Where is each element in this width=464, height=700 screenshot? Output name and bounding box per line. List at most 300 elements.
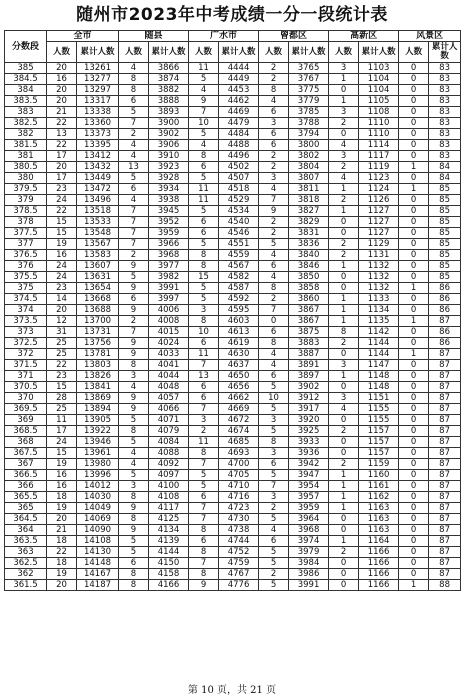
cumulative-cell: 4587 xyxy=(219,283,259,294)
count-subheader: 人数 xyxy=(399,42,429,63)
cumulative-cell: 1110 xyxy=(359,118,399,129)
count-cell: 3 xyxy=(189,305,219,316)
region-header: 高新区 xyxy=(329,31,399,42)
cumulative-cell: 85 xyxy=(429,272,461,283)
count-cell: 1 xyxy=(329,206,359,217)
count-cell: 3 xyxy=(329,151,359,162)
count-cell: 9 xyxy=(189,580,219,591)
cumulative-cell: 87 xyxy=(429,470,461,481)
count-cell: 5 xyxy=(189,206,219,217)
cumulative-cell: 87 xyxy=(429,448,461,459)
count-cell: 6 xyxy=(189,382,219,393)
cumulative-cell: 1166 xyxy=(359,547,399,558)
count-cell: 8 xyxy=(189,250,219,261)
count-cell: 6 xyxy=(189,338,219,349)
table-row xyxy=(5,382,461,393)
table-row xyxy=(5,239,461,250)
table-row xyxy=(5,96,461,107)
cumulative-cell: 1155 xyxy=(359,415,399,426)
score-cell: 378 xyxy=(5,217,47,228)
table-row xyxy=(5,283,461,294)
count-cell: 15 xyxy=(47,382,77,393)
count-cell: 10 xyxy=(189,327,219,338)
cumulative-cell: 13518 xyxy=(77,206,119,217)
count-cell: 11 xyxy=(189,63,219,74)
count-cell: 0 xyxy=(399,338,429,349)
score-cell: 362.5 xyxy=(5,558,47,569)
cumulative-cell: 13277 xyxy=(77,74,119,85)
cumulative-cell: 13841 xyxy=(77,382,119,393)
cumulative-cell: 13583 xyxy=(77,250,119,261)
count-cell: 9 xyxy=(119,503,149,514)
cumulative-cell: 4134 xyxy=(149,525,189,536)
count-cell: 0 xyxy=(399,525,429,536)
count-cell: 0 xyxy=(329,437,359,448)
count-cell: 7 xyxy=(189,503,219,514)
count-cell: 0 xyxy=(399,536,429,547)
cumulative-cell: 13869 xyxy=(77,393,119,404)
count-cell: 5 xyxy=(189,283,219,294)
count-cell: 2 xyxy=(329,118,359,129)
cumulative-cell: 4100 xyxy=(149,481,189,492)
cumulative-cell: 1127 xyxy=(359,228,399,239)
count-cell: 17 xyxy=(47,426,77,437)
count-cell: 0 xyxy=(399,448,429,459)
count-cell: 19 xyxy=(47,459,77,470)
count-cell: 8 xyxy=(189,448,219,459)
count-cell: 2 xyxy=(259,294,289,305)
count-cell: 3 xyxy=(119,481,149,492)
score-cell: 369 xyxy=(5,415,47,426)
count-cell: 22 xyxy=(47,547,77,558)
cumulative-cell: 3882 xyxy=(149,85,189,96)
score-cell: 366 xyxy=(5,481,47,492)
cumulative-cell: 4730 xyxy=(219,514,259,525)
table-row xyxy=(5,349,461,360)
cumulative-cell: 13668 xyxy=(77,294,119,305)
count-cell: 22 xyxy=(47,206,77,217)
cumulative-cell: 3945 xyxy=(149,206,189,217)
cumulative-cell: 3936 xyxy=(289,448,329,459)
score-cell: 374.5 xyxy=(5,294,47,305)
cumulative-cell: 14090 xyxy=(77,525,119,536)
count-subheader: 人数 xyxy=(259,42,289,63)
table-row xyxy=(5,162,461,173)
cumulative-cell: 86 xyxy=(429,338,461,349)
table-row xyxy=(5,261,461,272)
cumulative-cell: 3875 xyxy=(289,327,329,338)
count-cell: 4 xyxy=(119,151,149,162)
cumulative-cell: 83 xyxy=(429,85,461,96)
cumulative-cell: 13317 xyxy=(77,96,119,107)
count-cell: 4 xyxy=(119,195,149,206)
cumulative-cell: 13297 xyxy=(77,85,119,96)
cumulative-cell: 1119 xyxy=(359,162,399,173)
table-row xyxy=(5,129,461,140)
cumulative-cell: 4559 xyxy=(219,250,259,261)
count-cell: 24 xyxy=(47,272,77,283)
score-cell: 370 xyxy=(5,393,47,404)
score-cell: 364 xyxy=(5,525,47,536)
cumulative-cell: 87 xyxy=(429,536,461,547)
score-cell: 372.5 xyxy=(5,338,47,349)
count-cell: 15 xyxy=(189,272,219,283)
cumulative-cell: 4496 xyxy=(219,151,259,162)
count-cell: 3 xyxy=(119,371,149,382)
cumulative-cell: 4630 xyxy=(219,349,259,360)
cumulative-cell: 4024 xyxy=(149,338,189,349)
cumulative-cell: 1157 xyxy=(359,448,399,459)
cumulative-cell: 1103 xyxy=(359,63,399,74)
table-row xyxy=(5,580,461,591)
count-cell: 5 xyxy=(259,514,289,525)
cumulative-cell: 87 xyxy=(429,569,461,580)
score-cell: 372 xyxy=(5,349,47,360)
region-header: 曾都区 xyxy=(259,31,329,42)
cumulative-cell: 3850 xyxy=(289,272,329,283)
cumulative-cell: 4669 xyxy=(219,404,259,415)
count-cell: 0 xyxy=(329,129,359,140)
cumulative-cell: 87 xyxy=(429,492,461,503)
count-cell: 0 xyxy=(399,85,429,96)
cumulative-cell: 87 xyxy=(429,558,461,569)
count-cell: 6 xyxy=(189,217,219,228)
cumulative-cell: 4674 xyxy=(219,426,259,437)
cumulative-cell: 13412 xyxy=(77,151,119,162)
cumulative-cell: 13548 xyxy=(77,228,119,239)
table-row xyxy=(5,184,461,195)
cumulative-cell: 13261 xyxy=(77,63,119,74)
cumulative-cell: 3874 xyxy=(149,74,189,85)
count-cell: 24 xyxy=(47,437,77,448)
count-cell: 8 xyxy=(259,437,289,448)
score-cell: 363.5 xyxy=(5,536,47,547)
cumulative-cell: 4613 xyxy=(219,327,259,338)
count-cell: 0 xyxy=(329,283,359,294)
cumulative-cell: 1148 xyxy=(359,382,399,393)
count-cell: 4 xyxy=(259,96,289,107)
count-cell: 0 xyxy=(329,217,359,228)
count-cell: 11 xyxy=(189,195,219,206)
cumulative-cell: 3829 xyxy=(289,217,329,228)
table-row xyxy=(5,74,461,85)
cumulative-cell: 85 xyxy=(429,250,461,261)
cumulative-cell: 4534 xyxy=(219,206,259,217)
count-cell: 0 xyxy=(399,74,429,85)
cumulative-cell: 4108 xyxy=(149,492,189,503)
table-row xyxy=(5,415,461,426)
cumulative-cell: 87 xyxy=(429,459,461,470)
cumulative-cell: 3957 xyxy=(289,492,329,503)
count-cell: 0 xyxy=(329,525,359,536)
score-cell: 380.5 xyxy=(5,162,47,173)
count-cell: 19 xyxy=(47,503,77,514)
count-cell: 3 xyxy=(329,107,359,118)
cumulative-cell: 3887 xyxy=(289,349,329,360)
cumulative-cell: 4125 xyxy=(149,514,189,525)
count-cell: 0 xyxy=(399,415,429,426)
table-row xyxy=(5,316,461,327)
score-cell: 361.5 xyxy=(5,580,47,591)
cumulative-cell: 1144 xyxy=(359,349,399,360)
count-cell: 0 xyxy=(329,580,359,591)
cumulative-cell: 3897 xyxy=(289,371,329,382)
count-cell: 8 xyxy=(259,283,289,294)
score-cell: 365.5 xyxy=(5,492,47,503)
cumulative-cell: 1132 xyxy=(359,261,399,272)
count-cell: 5 xyxy=(119,272,149,283)
count-cell: 0 xyxy=(399,63,429,74)
cumulative-cell: 1159 xyxy=(359,459,399,470)
score-cell: 381.5 xyxy=(5,140,47,151)
region-header: 随县 xyxy=(119,31,189,42)
count-cell: 7 xyxy=(119,206,149,217)
count-cell: 5 xyxy=(259,470,289,481)
cumulative-cell: 1104 xyxy=(359,85,399,96)
count-cell: 3 xyxy=(259,415,289,426)
count-cell: 7 xyxy=(119,217,149,228)
cumulative-cell: 87 xyxy=(429,503,461,514)
table-row xyxy=(5,305,461,316)
cumulative-cell: 4088 xyxy=(149,448,189,459)
region-header: 广水市 xyxy=(189,31,259,42)
count-cell: 5 xyxy=(259,558,289,569)
score-cell: 365 xyxy=(5,503,47,514)
cumulative-cell: 1160 xyxy=(359,470,399,481)
count-cell: 0 xyxy=(399,547,429,558)
cumulative-cell: 4529 xyxy=(219,195,259,206)
count-cell: 1 xyxy=(329,96,359,107)
cumulative-cell: 4453 xyxy=(219,85,259,96)
table-row xyxy=(5,459,461,470)
count-cell: 0 xyxy=(399,481,429,492)
count-cell: 12 xyxy=(47,316,77,327)
cumulative-cell: 4079 xyxy=(149,426,189,437)
cumulative-cell: 13338 xyxy=(77,107,119,118)
cumulative-cell: 87 xyxy=(429,525,461,536)
count-cell: 3 xyxy=(329,360,359,371)
cumulative-cell: 13432 xyxy=(77,162,119,173)
cumulative-cell: 83 xyxy=(429,129,461,140)
table-row xyxy=(5,569,461,580)
count-cell: 0 xyxy=(399,107,429,118)
cumulative-cell: 3836 xyxy=(289,239,329,250)
score-cell: 362 xyxy=(5,569,47,580)
score-cell: 367.5 xyxy=(5,448,47,459)
count-cell: 16 xyxy=(47,74,77,85)
count-cell: 4 xyxy=(329,140,359,151)
cumulative-cell: 4484 xyxy=(219,129,259,140)
count-cell: 1 xyxy=(329,261,359,272)
cumulative-cell: 85 xyxy=(429,217,461,228)
cumulative-cell: 13496 xyxy=(77,195,119,206)
cumulative-cell: 1105 xyxy=(359,96,399,107)
cumulative-cell: 3867 xyxy=(289,316,329,327)
cumulative-cell: 4044 xyxy=(149,371,189,382)
cumulative-cell: 3964 xyxy=(289,514,329,525)
cumulative-cell: 4738 xyxy=(219,525,259,536)
count-cell: 9 xyxy=(119,525,149,536)
count-cell: 8 xyxy=(189,569,219,580)
cumulative-cell: 3977 xyxy=(149,261,189,272)
table-row xyxy=(5,536,461,547)
cumulative-cell: 87 xyxy=(429,393,461,404)
count-cell: 3 xyxy=(259,118,289,129)
count-cell: 7 xyxy=(119,118,149,129)
cumulative-cell: 14130 xyxy=(77,547,119,558)
cumulative-cell: 13607 xyxy=(77,261,119,272)
cumulative-cell: 4723 xyxy=(219,503,259,514)
count-cell: 15 xyxy=(47,228,77,239)
cumulative-cell: 4008 xyxy=(149,316,189,327)
count-cell: 22 xyxy=(47,118,77,129)
score-cell: 377 xyxy=(5,239,47,250)
score-cell: 378.5 xyxy=(5,206,47,217)
table-row xyxy=(5,404,461,415)
score-cell: 368.5 xyxy=(5,426,47,437)
count-cell: 8 xyxy=(259,338,289,349)
count-cell: 0 xyxy=(329,382,359,393)
cumulative-cell: 3765 xyxy=(289,63,329,74)
count-cell: 8 xyxy=(119,492,149,503)
cumulative-cell: 1161 xyxy=(359,481,399,492)
count-cell: 0 xyxy=(399,393,429,404)
count-cell: 4 xyxy=(119,459,149,470)
count-cell: 6 xyxy=(119,184,149,195)
count-cell: 7 xyxy=(189,459,219,470)
count-cell: 20 xyxy=(47,85,77,96)
count-cell: 0 xyxy=(399,327,429,338)
count-cell: 10 xyxy=(189,118,219,129)
cumulative-cell: 87 xyxy=(429,404,461,415)
cumulative-cell: 1157 xyxy=(359,437,399,448)
count-cell: 8 xyxy=(119,74,149,85)
cumulative-cell: 14167 xyxy=(77,569,119,580)
count-cell: 11 xyxy=(189,349,219,360)
cumulative-cell: 4710 xyxy=(219,481,259,492)
count-cell: 7 xyxy=(259,481,289,492)
count-cell: 8 xyxy=(189,316,219,327)
count-cell: 1 xyxy=(399,580,429,591)
count-cell: 21 xyxy=(47,525,77,536)
count-cell: 1 xyxy=(329,492,359,503)
score-cell: 379.5 xyxy=(5,184,47,195)
count-cell: 0 xyxy=(329,85,359,96)
cumulative-cell: 1114 xyxy=(359,140,399,151)
cumulative-cell: 3928 xyxy=(149,173,189,184)
count-cell: 6 xyxy=(189,228,219,239)
cumulative-cell: 1133 xyxy=(359,294,399,305)
cumulative-cell: 3807 xyxy=(289,173,329,184)
cumulative-cell: 13395 xyxy=(77,140,119,151)
count-cell: 2 xyxy=(329,239,359,250)
count-cell: 2 xyxy=(119,316,149,327)
cumulative-cell: 3968 xyxy=(289,525,329,536)
cumulative-cell: 4656 xyxy=(219,382,259,393)
cumulative-cell: 87 xyxy=(429,426,461,437)
count-cell: 5 xyxy=(189,481,219,492)
count-cell: 5 xyxy=(259,580,289,591)
cumulative-cell: 4048 xyxy=(149,382,189,393)
cumulative-cell: 1129 xyxy=(359,239,399,250)
count-cell: 5 xyxy=(119,437,149,448)
cumulative-cell: 1163 xyxy=(359,525,399,536)
cumulative-cell: 3846 xyxy=(289,261,329,272)
count-cell: 6 xyxy=(259,140,289,151)
cumulative-cell: 13533 xyxy=(77,217,119,228)
cumulative-cell: 4507 xyxy=(219,173,259,184)
table-row xyxy=(5,85,461,96)
cumulative-cell: 1123 xyxy=(359,173,399,184)
cumulative-cell: 3867 xyxy=(289,305,329,316)
cumulative-cell: 85 xyxy=(429,261,461,272)
count-cell: 20 xyxy=(47,96,77,107)
count-cell: 1 xyxy=(329,184,359,195)
count-cell: 0 xyxy=(259,316,289,327)
count-cell: 0 xyxy=(399,459,429,470)
cumulative-cell: 4462 xyxy=(219,96,259,107)
table-row xyxy=(5,151,461,162)
table-row xyxy=(5,492,461,503)
count-cell: 1 xyxy=(399,184,429,195)
count-cell: 0 xyxy=(399,305,429,316)
count-cell: 4 xyxy=(259,360,289,371)
count-cell: 7 xyxy=(119,239,149,250)
count-cell: 8 xyxy=(189,547,219,558)
cumulative-cell: 4767 xyxy=(219,569,259,580)
table-row xyxy=(5,503,461,514)
count-cell: 0 xyxy=(329,272,359,283)
count-cell: 0 xyxy=(399,503,429,514)
score-cell: 377.5 xyxy=(5,228,47,239)
count-cell: 6 xyxy=(259,261,289,272)
count-cell: 1 xyxy=(329,470,359,481)
table-row xyxy=(5,338,461,349)
cumulative-cell: 3920 xyxy=(289,415,329,426)
cumulative-cell: 85 xyxy=(429,206,461,217)
cumulative-cell: 3779 xyxy=(289,96,329,107)
cumulative-cell: 3858 xyxy=(289,283,329,294)
score-cell: 376 xyxy=(5,261,47,272)
table-row xyxy=(5,371,461,382)
cumulative-cell: 1155 xyxy=(359,404,399,415)
cumulative-cell: 4071 xyxy=(149,415,189,426)
cumulative-cell: 13688 xyxy=(77,305,119,316)
cumulative-cell: 3893 xyxy=(149,107,189,118)
count-cell: 20 xyxy=(47,63,77,74)
count-cell: 5 xyxy=(259,404,289,415)
cumulative-cell: 4603 xyxy=(219,316,259,327)
cumulative-cell: 13449 xyxy=(77,173,119,184)
cumulative-cell: 3954 xyxy=(289,481,329,492)
count-cell: 0 xyxy=(329,228,359,239)
cumulative-cell: 4092 xyxy=(149,459,189,470)
count-cell: 0 xyxy=(399,426,429,437)
count-cell: 9 xyxy=(119,283,149,294)
count-cell: 18 xyxy=(47,536,77,547)
count-cell: 22 xyxy=(47,140,77,151)
cumulative-cell: 13360 xyxy=(77,118,119,129)
cumulative-cell: 1166 xyxy=(359,580,399,591)
cumulative-cell: 1124 xyxy=(359,184,399,195)
count-cell: 7 xyxy=(259,305,289,316)
cumulative-cell: 14148 xyxy=(77,558,119,569)
count-cell: 16 xyxy=(47,250,77,261)
count-cell: 6 xyxy=(259,371,289,382)
cumulative-cell: 85 xyxy=(429,239,461,250)
count-cell: 5 xyxy=(189,74,219,85)
count-cell: 9 xyxy=(119,338,149,349)
